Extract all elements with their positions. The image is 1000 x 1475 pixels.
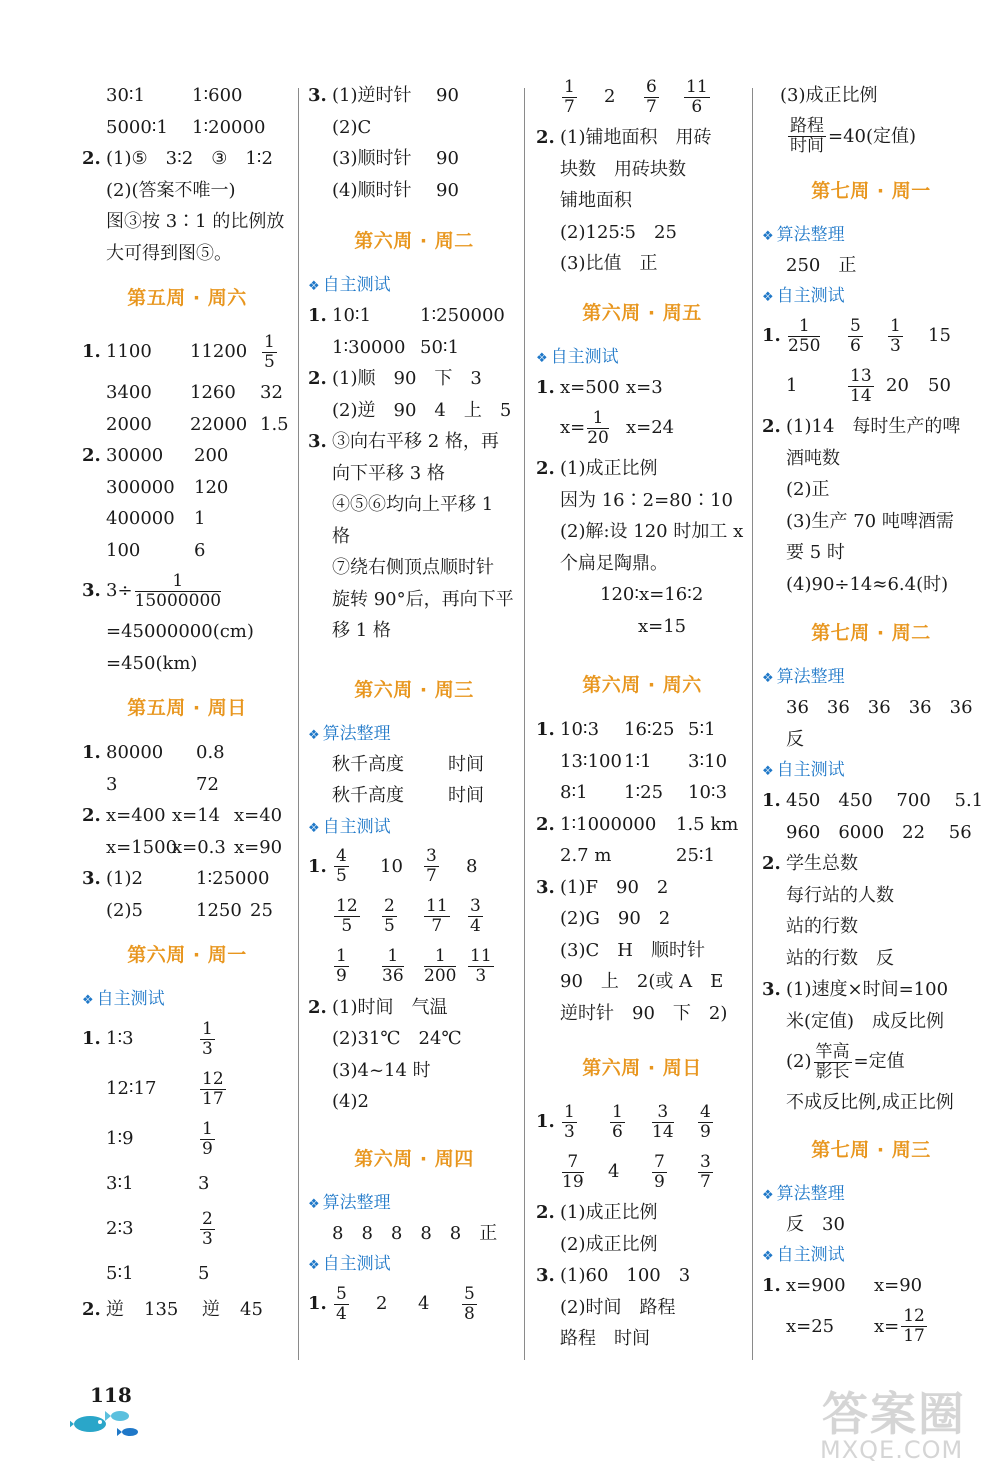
answer-line: (2)逆 90 4 上 5 (332, 399, 512, 421)
answer-line: 3400 1260 32 (106, 382, 283, 403)
answer-line: 路程 时间 (560, 1328, 650, 1349)
fraction: $\frac{1}{7}$ (564, 76, 575, 117)
answer-line: 每行站的人数 (786, 884, 894, 906)
fraction: $\frac{1}{250}$ (788, 315, 821, 356)
fraction: $\frac{12}{5}$ (336, 896, 358, 936)
answer-line: 逆时针 90 下 2) (560, 1002, 728, 1024)
answer-line: 旋转 90°后，再向下平 (332, 588, 514, 610)
section-heading: 第六周 · 周三 (354, 678, 474, 701)
answer-line: 36 36 36 36 36 (786, 697, 973, 718)
answer-line: (4)2 (332, 1091, 369, 1112)
answer-line: 块数 用砖块数 (560, 158, 686, 180)
fraction: $\frac{11}{6}$ (686, 76, 708, 117)
answer-line: 站的行数 反 (786, 947, 894, 969)
answer-line: 1. $\frac{1}{3}$ $\frac{1}{6}$ $\frac{3}{14}$ $\frac{4}{9}$ (536, 1101, 711, 1142)
fraction: $\frac{3}{4}$ (470, 896, 481, 936)
fraction: $\frac{1}{15000000}$ (134, 570, 222, 611)
fraction: $\frac{5}{6}$ (850, 315, 861, 356)
answer-line: ④⑤⑥均向上平移 1 (332, 494, 494, 515)
answer-line: 不成反比例,成正比例 (786, 1092, 954, 1113)
answer-line: 300000 120 (106, 476, 229, 498)
fraction: $\frac{1}{200}$ (424, 946, 457, 986)
answer-column-2 (308, 80, 520, 1329)
answer-line: (2)成正比例 (560, 1233, 658, 1255)
fraction: $\frac{11}{7}$ (426, 896, 448, 936)
answer-line: (2)解:设 120 时加工 x (560, 521, 744, 542)
answer-line: 120∶x=16∶2 (600, 584, 704, 605)
answer-line: 8∶1 1∶25 10∶3 (560, 782, 728, 803)
answer-line: 2. 30000 200 (82, 445, 229, 466)
answer-line: 3. (1)2 1∶25000 (82, 868, 270, 889)
answer-line: 30∶1 1∶600 (106, 85, 243, 106)
answer-line: 5∶1 5 (106, 1263, 210, 1284)
section-heading: 第六周 · 周一 (127, 944, 247, 966)
subsection-heading: ❖ 算法整理 (762, 1183, 845, 1204)
answer-line: 格 (332, 525, 350, 547)
answer-line: x= $\frac{1}{20}$ x=24 (560, 407, 675, 448)
section-heading: 第五周 · 周日 (127, 697, 247, 719)
answer-line: (2)(答案不唯一) (106, 179, 236, 201)
answer-column-3 (536, 76, 748, 1355)
answer-line: 3. ③向右平移 2 格，再 (308, 431, 499, 452)
answer-line: 8 8 8 8 8 正 (332, 1222, 498, 1244)
answer-line: 1∶30000 50∶1 (332, 336, 460, 358)
answer-line: x=1500x=0.3 x=90 (106, 836, 283, 858)
answer-line: 1. $\frac{4}{5}$ 10 $\frac{3}{7}$ 8 (308, 846, 478, 886)
section-heading: 第六周 · 周四 (354, 1147, 474, 1170)
answer-line: 2. (1)成正比例 (536, 458, 658, 479)
fraction: $\frac{1}{5}$ (264, 331, 275, 372)
fraction: $\frac{\text{竿高}}{\text{影长}}$ (815, 1041, 850, 1082)
answer-line: 13∶100 1∶1 3∶10 (560, 750, 728, 772)
answer-line: 960 6000 22 56 (786, 821, 972, 843)
fraction: $\frac{2}{3}$ (202, 1208, 213, 1249)
answer-line: 因为 16∶2=80∶10 (560, 489, 733, 511)
answer-line: 3. (1)速度×时间=100 (762, 979, 949, 1000)
answer-line: (2)5 1250 25 (106, 899, 273, 921)
section-heading: 第六周 · 周二 (354, 230, 474, 252)
fraction: $\frac{3}{7}$ (426, 846, 437, 886)
answer-line: 3. 3÷ $\frac{1}{15000000}$ (82, 570, 222, 611)
section-heading: 第七周 · 周一 (811, 179, 931, 202)
answer-line: 1 $\frac{13}{14}$ 20 50 (786, 365, 951, 406)
answer-line: 要 5 时 (786, 542, 845, 563)
fraction: $\frac{7}{9}$ (654, 1151, 665, 1192)
answer-line: 铺地面积 (560, 190, 632, 211)
answer-line: (3)C H 顺时针 (560, 939, 705, 961)
answer-line: (2)C (332, 116, 372, 138)
answer-line: 250 正 (786, 254, 857, 276)
answer-column-4 (762, 80, 984, 1352)
fraction: $\frac{4}{9}$ (700, 1101, 711, 1142)
answer-line: 2.7 m 25∶1 (560, 845, 716, 866)
answer-line: 1. 10∶3 16∶25 5∶1 (536, 719, 716, 740)
answer-line: (2)31℃ 24℃ (332, 1028, 462, 1049)
answer-column-1 (82, 80, 292, 1326)
answer-line: 2. 学生总数 (762, 853, 858, 874)
subsection-heading: ❖ 自主测试 (762, 286, 845, 306)
section-heading: 第七周 · 周三 (811, 1138, 931, 1161)
answer-line: 3 72 (106, 773, 219, 795)
fraction: $\frac{5}{4}$ (336, 1283, 347, 1324)
answer-line: 站的行数 (786, 916, 858, 937)
answer-line: 1. x=500 x=3 (536, 376, 663, 398)
answer-line: 1. $\frac{1}{250}$ $\frac{5}{6}$ $\frac{1}{3}$ 15 (762, 315, 951, 356)
answer-line: 1. 80000 0.8 (82, 742, 225, 763)
answer-line: 3∶1 3 (106, 1173, 210, 1194)
answer-line: 12∶17 $\frac{12}{17}$ (106, 1068, 224, 1109)
answer-line: 秋千高度 时间 (332, 753, 484, 775)
subsection-heading: ❖ 自主测试 (82, 989, 165, 1009)
answer-line: (4)顺时针 90 (332, 179, 459, 201)
fraction: $\frac{12}{17}$ (903, 1306, 925, 1346)
answer-line: 1. x=900 x=90 (762, 1275, 923, 1296)
answer-line: (3)比值 正 (560, 253, 658, 274)
column-divider (298, 88, 299, 1360)
answer-line (308, 892, 520, 942)
fraction: $\frac{\text{路程}}{\text{时间}}$ (790, 116, 824, 156)
section-heading: 第七周 · 周二 (811, 622, 931, 644)
answer-line: $\frac{\text{路程}}{\text{时间}}$ =40(定值) (790, 116, 917, 156)
answer-line: 1. 1∶3 $\frac{1}{3}$ (82, 1018, 213, 1059)
answer-line: $\frac{1}{7}$ 2 $\frac{6}{7}$ $\frac{11}{6}$ (564, 76, 708, 117)
fish-decoration-icon (70, 1402, 150, 1442)
section-heading: 第六周 · 周五 (582, 301, 702, 324)
answer-line: 2. 1∶1000000 1.5 km (536, 813, 739, 835)
answer-line: 移 1 格 (332, 620, 391, 641)
fraction: $\frac{1}{9}$ (336, 946, 347, 986)
answer-line: 2. (1)成正比例 (536, 1202, 658, 1223)
answer-line: 反 30 (786, 1213, 845, 1235)
subsection-heading: ❖ 自主测试 (308, 816, 391, 837)
answer-line: 2∶3 $\frac{2}{3}$ (106, 1208, 213, 1249)
subsection-heading: ❖ 自主测试 (308, 1254, 391, 1274)
answer-line: 2. (1)时间 气温 (308, 996, 448, 1018)
fraction: $\frac{7}{19}$ (562, 1151, 584, 1192)
answer-line: 2. x=400 x=14 x=40 (82, 805, 283, 826)
fraction: $\frac{1}{36}$ (382, 946, 404, 986)
subsection-heading: ❖ 自主测试 (762, 760, 845, 780)
answer-line: 1. $\frac{5}{4}$ 2 4 $\frac{5}{8}$ (308, 1283, 475, 1324)
answer-line: 图③按 3∶1 的比例放 (106, 211, 285, 232)
column-divider (524, 88, 525, 1360)
answer-line: ⑦绕右侧顶点顺时针 (332, 557, 494, 578)
answer-line: x=25 x= $\frac{12}{17}$ (786, 1306, 925, 1346)
answer-line: 米(定值) 成反比例 (786, 1010, 945, 1032)
fraction: $\frac{1}{3}$ (890, 315, 901, 356)
section-heading: 第六周 · 周六 (582, 674, 702, 696)
fraction: $\frac{1}{6}$ (612, 1101, 623, 1142)
subsection-heading: ❖ 算法整理 (762, 224, 845, 245)
answer-line: 大可得到图⑤。 (106, 242, 232, 264)
fraction: $\frac{12}{17}$ (202, 1068, 224, 1109)
subsection-heading: ❖ 算法整理 (762, 667, 845, 687)
section-heading: 第六周 · 周日 (582, 1057, 702, 1079)
answer-line: 3. (1)60 100 3 (536, 1265, 691, 1286)
answer-line: 反 (786, 728, 804, 750)
subsection-heading: ❖ 算法整理 (308, 723, 391, 744)
answer-line: 2. (1)铺地面积 用砖 (536, 127, 712, 148)
answer-line: $\frac{7}{19}$ 4 $\frac{7}{9}$ $\frac{3}{7}$ (562, 1151, 711, 1192)
fraction: $\frac{1}{3}$ (564, 1101, 575, 1142)
answer-line: 3. (1)F 90 2 (536, 876, 669, 898)
answer-line: (3)成正比例 (780, 85, 878, 106)
fraction: $\frac{2}{5}$ (384, 896, 395, 936)
answer-line: 1. 10∶1 1∶250000 (308, 305, 505, 326)
watermark-logo: 答案圈 MXQE.COM (820, 1387, 966, 1464)
fraction: $\frac{13}{14}$ (850, 365, 872, 406)
answer-line: 2000 22000 1.5 (106, 413, 289, 435)
subsection-heading: ❖ 算法整理 (308, 1192, 391, 1213)
answer-line: 1∶9 $\frac{1}{9}$ (106, 1118, 213, 1159)
fraction: $\frac{1}{3}$ (202, 1018, 213, 1059)
answer-line: 酒吨数 (786, 447, 840, 469)
answer-line: (2)125∶5 25 (560, 221, 677, 243)
answer-line: (2) $\frac{\text{竿高}}{\text{影长}}$ =定值 (786, 1041, 905, 1082)
answer-line: 100 6 (106, 539, 206, 561)
page-number: 118 (90, 1383, 132, 1407)
fraction: $\frac{3}{14}$ (652, 1101, 674, 1142)
answer-line: 秋千高度 时间 (332, 785, 484, 806)
fraction: $\frac{5}{8}$ (464, 1283, 475, 1324)
answer-line: (2)正 (786, 479, 830, 500)
answer-line (308, 942, 520, 992)
answer-line: 90 上 2(或 A E (560, 971, 724, 992)
subsection-heading: ❖ 自主测试 (308, 275, 391, 295)
answer-line: 3. (1)逆时针 90 (308, 85, 459, 106)
answer-line: x=15 (638, 615, 687, 637)
subsection-heading: ❖ 自主测试 (762, 1245, 845, 1265)
fraction: $\frac{11}{3}$ (470, 946, 492, 986)
answer-line: (3)生产 70 吨啤酒需 (786, 510, 954, 532)
answer-line: (2)时间 路程 (560, 1296, 676, 1318)
answer-line: 2. (1)14 每时生产的啤 (762, 416, 961, 437)
fraction: $\frac{1}{9}$ (202, 1118, 213, 1159)
answer-line: 2. 逆 135 逆 45 (82, 1299, 263, 1320)
answer-line: 5000∶1 1∶20000 (106, 116, 266, 138)
answer-line: 向下平移 3 格 (332, 462, 445, 484)
answer-line: (3)顺时针 90 (332, 148, 459, 169)
answer-line: =45000000(cm) (106, 621, 254, 642)
fraction: $\frac{3}{7}$ (700, 1151, 711, 1192)
subsection-heading: ❖ 自主测试 (536, 346, 619, 367)
answer-line: 1. 450 450 700 5.1 (762, 790, 984, 811)
answer-line: 个扁足陶鼎。 (560, 552, 668, 574)
answer-line: (2)G 90 2 (560, 908, 671, 929)
fraction: $\frac{6}{7}$ (646, 76, 657, 117)
answer-line: (4)90÷14≈6.4(时) (786, 573, 949, 595)
answer-line: 2. (1)⑤ 3∶2 ③ 1∶2 (82, 148, 273, 169)
answer-line: 2. (1)顺 90 下 3 (308, 368, 482, 389)
column-divider (752, 88, 753, 1360)
answer-line: (3)4~14 时 (332, 1059, 431, 1081)
answer-line: 1. 1100 11200 $\frac{1}{5}$ (82, 331, 275, 372)
fraction: $\frac{4}{5}$ (336, 846, 347, 886)
fraction: $\frac{1}{20}$ (587, 407, 609, 448)
answer-line: 400000 1 (106, 508, 206, 529)
section-heading: 第五周 · 周六 (127, 287, 247, 309)
answer-line: =450(km) (106, 652, 198, 674)
